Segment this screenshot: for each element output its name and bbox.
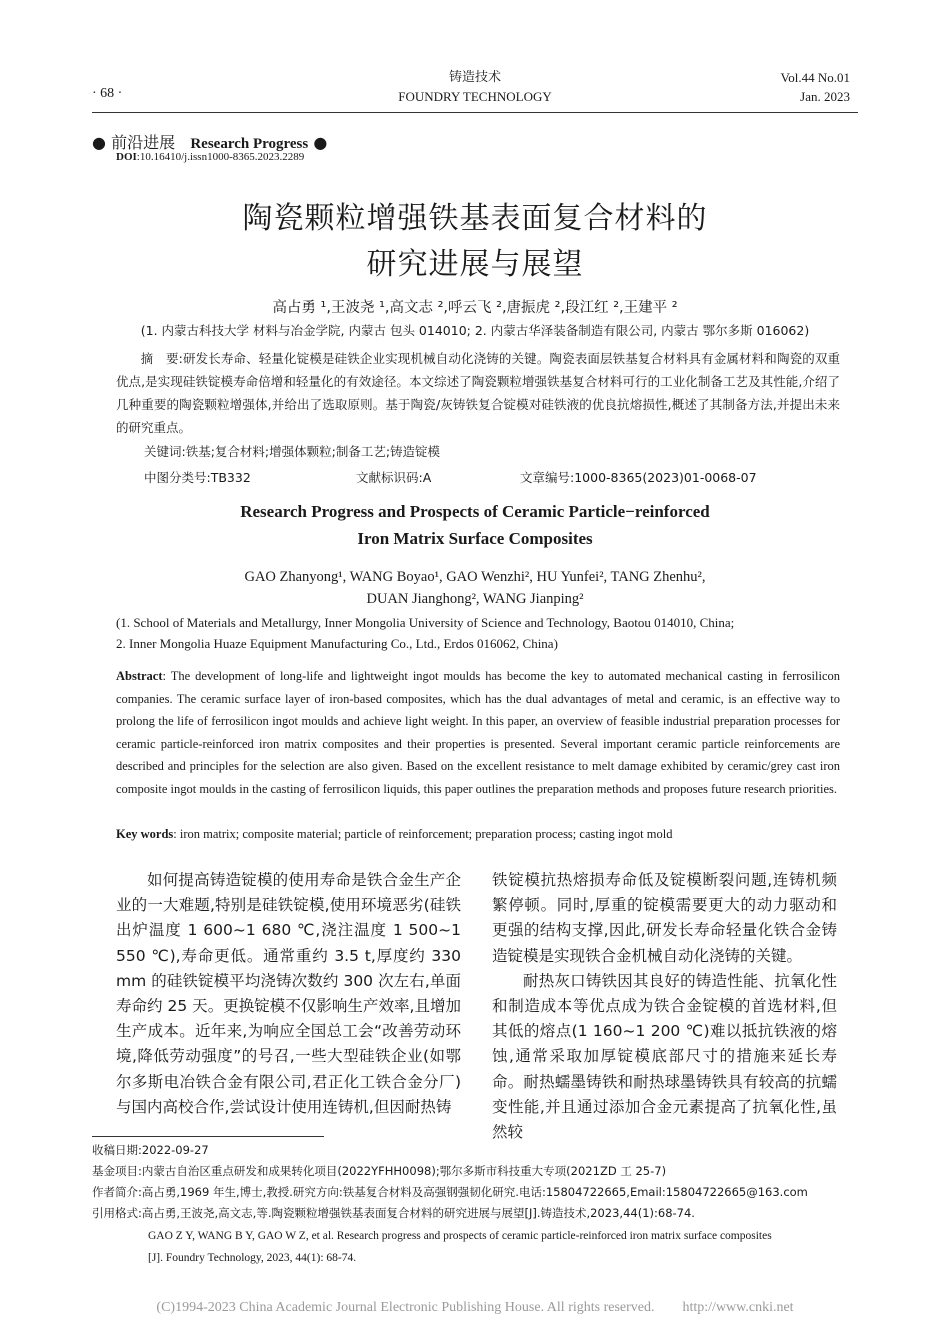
affiliations-en bbox=[116, 612, 842, 654]
body-paragraph: 耐热灰口铸铁因其良好的铸造性能、抗氧化性和制造成本等优点成为铁合金锭模的首选材料,但其低的熔点(1 160~1 200 ℃)难以抵抗铁液的熔蚀,通常采取加厚锭模底部尺寸的措施来延长寿命。耐热蠕墨铸铁和耐热球墨铸铁具有较高的抗蠕变性能,并且通过添加合金元素提高了抗氧化性,虽然较 bbox=[492, 971, 837, 1142]
affiliations-cn: (1. 内蒙古科技大学 材料与冶金学院, 内蒙古 包头 014010; 2. 内蒙古华泽装备制造有限公司, 内蒙古 鄂尔多斯 016062) bbox=[140, 323, 810, 338]
keywords-cn: 关键词:铁基;复合材料;增强体颗粒;制备工艺;铸造锭模 bbox=[144, 444, 441, 459]
title-line-1: 陶瓷颗粒增强铁基表面复合材料的 bbox=[242, 201, 708, 236]
keywords-en-label: Key words bbox=[116, 827, 174, 841]
issue-date: Jan. 2023 bbox=[800, 89, 850, 104]
footnote-citation-en-2: [J]. Foundry Technology, 2023, 44(1): 68-74. bbox=[148, 1252, 357, 1264]
title-line-2: 研究进展与展望 bbox=[366, 247, 584, 282]
body-column-right bbox=[492, 868, 837, 1145]
affiliations-en-line-1: (1. School of Materials and Metallurgy, Inner Mongolia University of Science and Technology, Baotou 014010, China; bbox=[116, 615, 735, 630]
authors-en-line-2: DUAN Jianghong², WANG Jianping² bbox=[366, 591, 584, 607]
paper-title-cn bbox=[0, 196, 950, 288]
body-paragraph: 如何提高铸造锭模的使用寿命是铁合金生产企业的一大难题,特别是硅铁锭模,使用环境恶劣(硅铁出炉温度 1 600~1 680 ℃,浇注温度 1 500~1 550 ℃),寿命更低。通常重约 3.5 t,厚度约 330 mm 的硅铁锭模平均浇铸次数约 300 次左右,单面寿命约 25 天。更换锭模不仅影响生产效率,且增加生产成本。近年来,为响应全国总工会“改善劳动环境,降低劳动强度”的号召,一些大型硅铁企业(如鄂尔多斯电冶铁合金有限公司,君正化工铁合金分厂)与国内高校合作,尝试设计使用连铸机,但因耐热铸 bbox=[116, 871, 461, 1116]
title-en-line-1: Research Progress and Prospects of Ceramic Particle−reinforced bbox=[240, 502, 710, 521]
footnote-citation-cn: 引用格式:高占勇,王波尧,高文志,等.陶瓷颗粒增强铁基表面复合材料的研究进展与展望[J].铸造技术,2023,44(1):68-74. bbox=[92, 1206, 695, 1220]
article-id: 文章编号:1000-8365(2023)01-0068-07 bbox=[520, 470, 757, 485]
footnote-citation-en-1: GAO Z Y, WANG B Y, GAO W Z, et al. Research progress and prospects of ceramic particle-reinforced iron matrix surface composites bbox=[148, 1230, 772, 1242]
affiliations-en-line-2: 2. Inner Mongolia Huaze Equipment Manufacturing Co., Ltd., Erdos 016062, China) bbox=[116, 636, 558, 651]
footnote-funding: 基金项目:内蒙古自治区重点研发和成果转化项目(2022YFHH0098);鄂尔多斯市科技重大专项(2021ZD 工 25-7) bbox=[92, 1164, 667, 1178]
keywords-en bbox=[116, 827, 840, 842]
section-label bbox=[92, 130, 327, 153]
footnote-author-bio: 作者简介:高占勇,1969 年生,博士,教授.研究方向:铁基复合材料及高强钢强韧化研究.电话:15804722665,Email:15804722665@163.com bbox=[92, 1185, 808, 1199]
abstract-en-label: Abstract bbox=[116, 669, 163, 683]
paper-title-en bbox=[0, 498, 950, 552]
footnote-received: 收稿日期:2022-09-27 bbox=[92, 1143, 209, 1157]
keywords-en-text: : iron matrix; composite material; particle of reinforcement; preparation process; casting ingot mold bbox=[173, 827, 673, 841]
document-code: 文献标识码:A bbox=[356, 470, 432, 485]
section-label-cn: 前沿进展 bbox=[111, 133, 176, 152]
volume-info bbox=[781, 68, 850, 106]
authors-en bbox=[0, 566, 950, 610]
abstract-cn-text: 研发长寿命、轻量化锭模是硅铁企业实现机械自动化浇铸的关键。陶瓷表面层铁基复合材料具有金属材料和陶瓷的双重优点,是实现硅铁锭模寿命倍增和轻量化的有效途径。本文综述了陶瓷颗粒增强铁基复合材料可行的工业化制备工艺及其性能,介绍了几种重要的陶瓷颗粒增强体,并给出了选取原则。基于陶瓷/灰铸铁复合锭模对硅铁液的优良抗熔损性,概述了其制备方法,并提出未来的研究重点。 bbox=[116, 351, 840, 435]
volume-number: Vol.44 No.01 bbox=[780, 70, 850, 85]
copyright-notice: (C)1994-2023 China Academic Journal Electronic Publishing House. All rights reserved. http://www.cnki.net bbox=[156, 1300, 794, 1315]
doi bbox=[116, 151, 304, 163]
authors-cn: 高占勇 ¹,王波尧 ¹,高文志 ²,呼云飞 ²,唐振虎 ²,段江红 ²,王建平 ² bbox=[272, 300, 678, 316]
abstract-cn bbox=[116, 347, 840, 439]
clc-number: 中图分类号:TB332 bbox=[144, 470, 251, 485]
bullet-icon: ● bbox=[313, 133, 328, 152]
section-label-en: Research Progress bbox=[190, 136, 309, 152]
page-number: · 68 · bbox=[92, 86, 123, 101]
doi-value: :10.16410/j.issn1000-8365.2023.2289 bbox=[136, 151, 305, 163]
title-en-line-2: Iron Matrix Surface Composites bbox=[357, 529, 593, 548]
footnote-rule bbox=[92, 1136, 324, 1137]
abstract-en bbox=[116, 665, 840, 800]
authors-en-line-1: GAO Zhanyong¹, WANG Boyao¹, GAO Wenzhi², HU Yunfei², TANG Zhenhu², bbox=[244, 569, 706, 585]
body-column-left bbox=[116, 868, 461, 1120]
body-paragraph: 铁锭模抗热熔损寿命低及锭模断裂问题,连铸机频繁停顿。同时,厚重的锭模需要更大的动力驱动和更强的结构支撑,因此,研发长寿命轻量化铁合金铸造锭模是实现铁合金机械自动化浇铸的关键。 bbox=[492, 871, 837, 965]
bullet-icon: ● bbox=[92, 133, 106, 152]
abstract-en-text: : The development of long-life and lightweight ingot moulds has become the key to automated mechanical casting in ferrosilicon companies. The ceramic surface layer of iron-based composites, which has the dual advantages of metal and ceramic, is an effective way to prolong the life of ferrosilicon ingot moulds and achieve light weight. In this paper, an overview of feasible industrial preparation processes for ceramic particle-reinforced iron matrix composites and their properties is presented. Several important ceramic particle reinforcements are described and principles for the selection are also given. Based on the excellent resistance to melt damage exhibited by ceramic/grey cast iron composite ingot moulds in the casting of ferrosilicon liquids, this paper outlines the preparation methods and proposes future research priorities. bbox=[116, 669, 840, 796]
doi-label: DOI bbox=[116, 151, 137, 163]
journal-name-cn: 铸造技术 bbox=[448, 70, 501, 85]
journal-name-en: FOUNDRY TECHNOLOGY bbox=[398, 89, 552, 104]
abstract-cn-label: 摘 要: bbox=[140, 351, 183, 366]
header-rule bbox=[92, 112, 858, 113]
